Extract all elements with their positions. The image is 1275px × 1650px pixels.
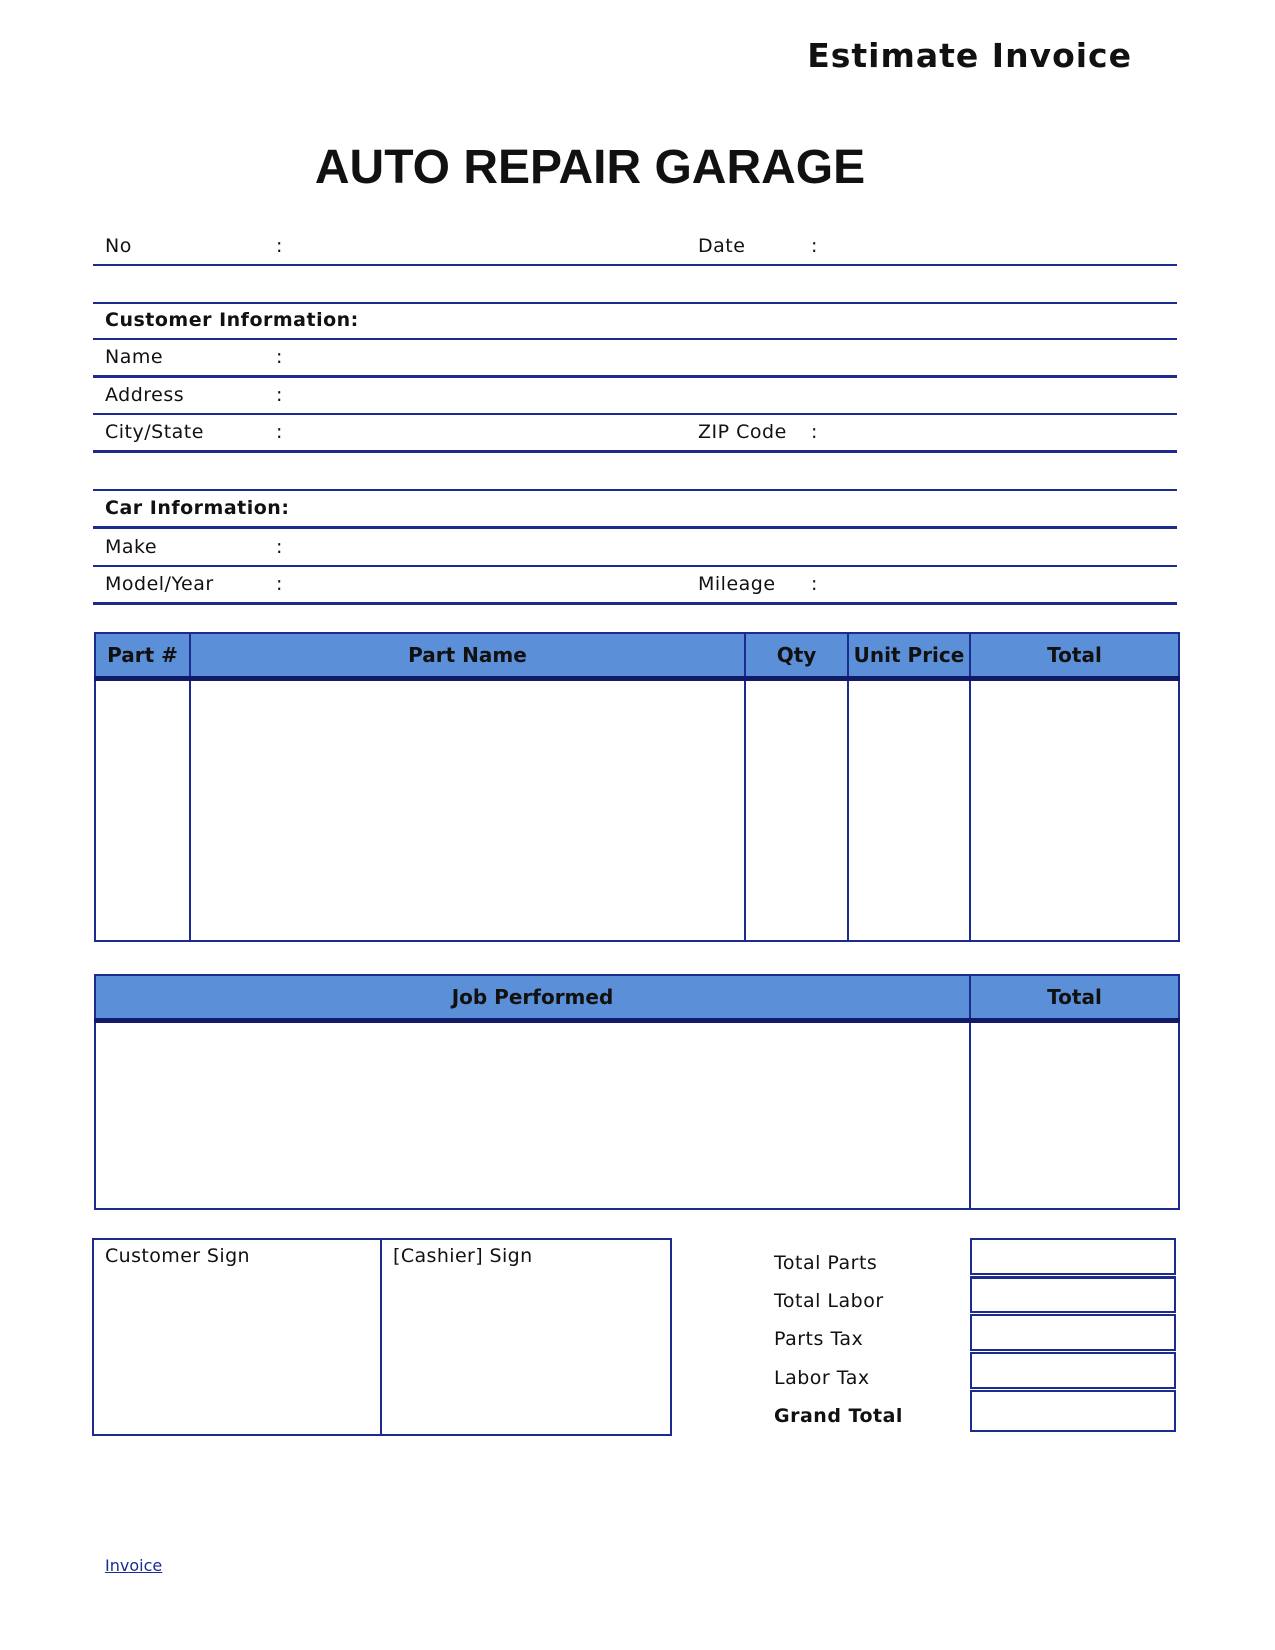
col-total: Total: [970, 633, 1179, 679]
form-row-name: [93, 338, 1177, 378]
total-labor-label: Total Labor: [774, 1290, 884, 1312]
jobs-table-header: [95, 975, 1179, 1021]
jobs-table: [94, 974, 1180, 1210]
car-section-title: Car Information:: [105, 497, 290, 519]
col-qty: Qty: [745, 633, 848, 679]
form-row-car-header: [93, 489, 1177, 529]
table-row: [95, 679, 1179, 941]
make-label: Make: [105, 536, 158, 558]
parts-tax-field[interactable]: [970, 1314, 1176, 1351]
col-part-number: Part #: [95, 633, 190, 679]
company-name: AUTO REPAIR GARAGE: [314, 141, 866, 194]
colon: :: [276, 536, 283, 558]
invoice-link[interactable]: Invoice: [105, 1556, 163, 1575]
colon: :: [811, 235, 818, 257]
job-total-cell[interactable]: [970, 1021, 1179, 1209]
name-label: Name: [105, 346, 164, 368]
customer-sign-label: Customer Sign: [105, 1245, 250, 1267]
col-job-total: Total: [970, 975, 1179, 1021]
colon: :: [276, 235, 283, 257]
parts-table-header: [95, 633, 1179, 679]
unit-price-cell[interactable]: [848, 679, 970, 941]
total-labor-field[interactable]: [970, 1276, 1176, 1313]
no-label: No: [105, 235, 132, 257]
colon: :: [811, 421, 818, 443]
colon: :: [811, 573, 818, 595]
form-row-address: [93, 376, 1177, 415]
customer-section-title: Customer Information:: [105, 309, 359, 331]
total-parts-field[interactable]: [970, 1238, 1176, 1275]
parts-table: [94, 632, 1180, 942]
document-title: Estimate Invoice: [807, 36, 1132, 75]
model-year-label: Model/Year: [105, 573, 214, 595]
cashier-sign-label: [Cashier] Sign: [393, 1245, 533, 1267]
mileage-label: Mileage: [698, 573, 776, 595]
colon: :: [276, 573, 283, 595]
total-cell[interactable]: [970, 679, 1179, 941]
colon: :: [276, 421, 283, 443]
form-row-no-date: [93, 227, 1177, 266]
date-label: Date: [698, 235, 746, 257]
labor-tax-label: Labor Tax: [774, 1367, 870, 1389]
address-label: Address: [105, 384, 185, 406]
customer-sign-area[interactable]: [94, 1240, 382, 1434]
part-number-cell[interactable]: [95, 679, 190, 941]
job-performed-cell[interactable]: [95, 1021, 970, 1209]
zip-label: ZIP Code: [698, 421, 787, 443]
grand-total-label: Grand Total: [774, 1405, 903, 1427]
colon: :: [276, 346, 283, 368]
part-name-cell[interactable]: [190, 679, 745, 941]
qty-cell[interactable]: [745, 679, 848, 941]
form-row-city-zip: [93, 413, 1177, 453]
col-unit-price: Unit Price: [848, 633, 970, 679]
total-parts-label: Total Parts: [774, 1252, 878, 1274]
table-row: [95, 1021, 1179, 1209]
col-job-performed: Job Performed: [95, 975, 970, 1021]
form-row-make: [93, 528, 1177, 567]
col-part-name: Part Name: [190, 633, 745, 679]
city-state-label: City/State: [105, 421, 204, 443]
parts-tax-label: Parts Tax: [774, 1328, 864, 1350]
form-row-blank: [93, 452, 1177, 491]
form-row-model-mileage: [93, 565, 1177, 605]
labor-tax-field[interactable]: [970, 1352, 1176, 1389]
grand-total-field[interactable]: [970, 1390, 1176, 1432]
signature-box: [92, 1238, 672, 1436]
colon: :: [276, 384, 283, 406]
cashier-sign-area[interactable]: [382, 1240, 670, 1434]
form-row-blank: [93, 265, 1177, 304]
form-row-customer-header: [93, 301, 1177, 340]
